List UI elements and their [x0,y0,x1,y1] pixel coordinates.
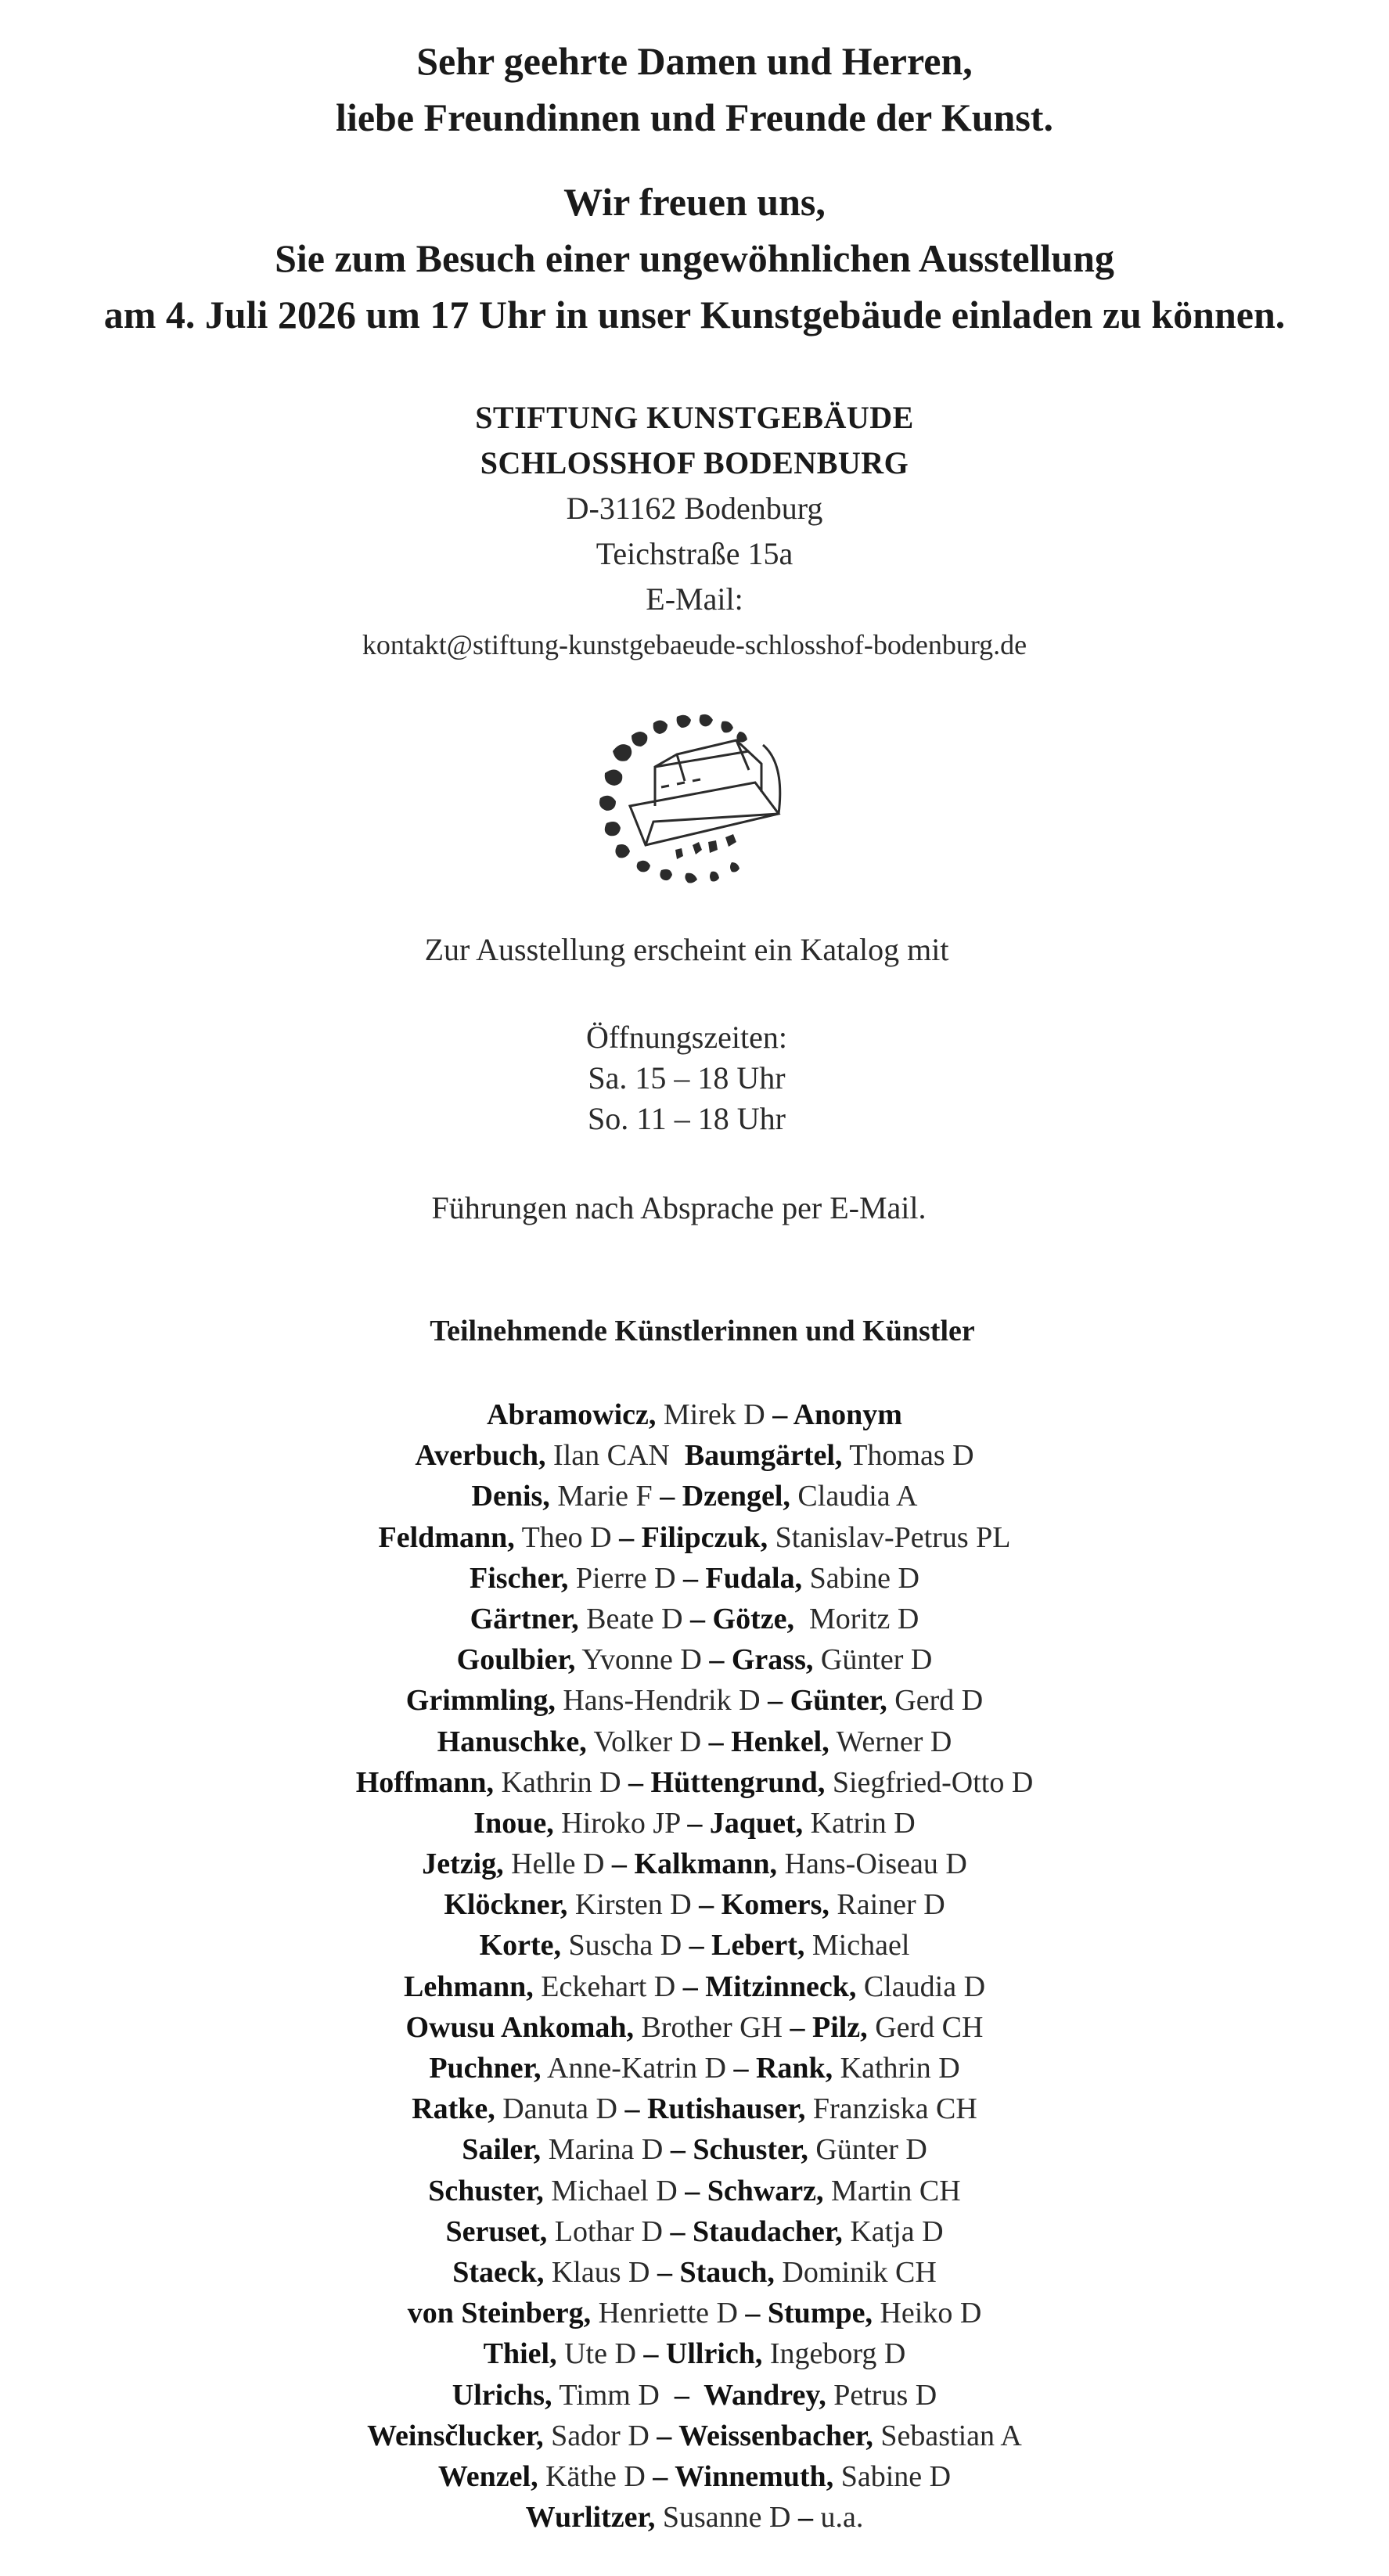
artist-detail: Käthe D [538,2459,653,2493]
artist-detail: Gerd CH [867,2010,984,2044]
artist-detail: Hans-Oiseau D [777,1847,967,1881]
artist-list-item [0,2048,1389,2089]
artist-surname: – Jaquet, [687,1806,804,1840]
artist-surname: – Wandrey, [674,2378,826,2412]
artist-surname: Wenzel, [437,2459,538,2493]
artist-detail: Katrin D [803,1806,916,1840]
artist-surname: Staeck, [452,2255,545,2289]
artist-surname: – Günter, [768,1684,887,1718]
artist-detail: Mirek D [656,1398,773,1431]
artist-list-item [0,2171,1389,2211]
artist-surname: – Stumpe, [745,2297,873,2330]
artist-detail: Gerd D [887,1684,984,1718]
artist-surname: – Henkel, [708,1725,829,1758]
artist-detail: Beate D [578,1602,691,1635]
org-name-line: SCHLOSSHOF BODENBURG [480,445,909,480]
artist-surname: – Pilz, [790,2010,868,2044]
artist-detail: Kirsten D [567,1888,700,1922]
artist-surname: – Dzengel, [660,1480,790,1513]
artist-detail: Werner D [829,1725,952,1758]
artist-surname: Thiel, [483,2337,557,2371]
artist-surname: Hoffmann, [355,1765,495,1799]
artist-surname: – Rutishauser, [624,2092,806,2126]
address-street: Teichstraße 15a [596,536,793,571]
artist-detail: Sador D [543,2419,657,2452]
artist-detail: Claudia A [790,1480,918,1513]
artist-list-item [0,2211,1389,2252]
opening-hours-label: Öffnungszeiten: [586,1020,787,1055]
artist-list-item [0,2089,1389,2129]
artist-detail: Thomas D [842,1439,974,1473]
artist-list-item [0,1803,1389,1844]
artist-surname: Seruset, [445,2214,548,2248]
artist-surname: Sailer, [462,2133,542,2167]
artist-surname: – Staudacher, [670,2214,843,2248]
artist-detail: Moritz D [794,1602,919,1635]
opening-hours [0,1017,1381,1139]
artist-detail: Petrus D [826,2378,937,2412]
invitation-line: am 4. Juli 2026 um 17 Uhr in unser Kunstgebäude einladen zu können. [103,293,1286,336]
artist-detail: Rainer D [829,1888,945,1922]
artist-detail: Franziska CH [805,2092,977,2126]
artist-surname: Ratke, [412,2092,495,2126]
artist-surname: – Fudala, [683,1561,803,1595]
artist-surname: – Komers, [699,1888,829,1922]
artist-detail: Henriette D [591,2297,746,2330]
artists-list [0,1394,1389,2538]
artist-surname: Feldmann, [378,1520,515,1554]
artist-detail: Brother GH [634,2010,790,2044]
artist-surname: – [797,2501,813,2535]
artist-detail: Claudia D [856,1970,986,2003]
artist-detail: Günter D [813,1643,933,1677]
artist-surname: Goulbier, [456,1643,576,1677]
artist-list-item [0,1762,1389,1803]
artist-surname: – Mitzinneck, [682,1970,857,2003]
artist-detail: Danuta D [495,2092,625,2126]
artist-surname: – Rank, [733,2052,833,2085]
artist-detail: Ute D [556,2337,644,2371]
address-block [0,395,1389,667]
artist-detail: Lothar D [547,2214,671,2248]
artist-list-item [0,1476,1389,1516]
artist-surname: Abramowicz, [487,1398,657,1431]
artist-list-item [0,1599,1389,1639]
artist-detail: Sebastian A [873,2419,1022,2452]
artist-detail: Yvonne D [575,1643,710,1677]
artist-surname: – Götze, [690,1602,794,1635]
artist-list-item [0,1394,1389,1435]
artist-detail: Suscha D [561,1929,689,1963]
artist-list-item [0,1680,1389,1721]
artist-detail: Hans-Hendrik D [555,1684,768,1718]
artist-surname: – Ullrich, [643,2337,763,2371]
email-address[interactable]: kontakt@stiftung-kunstgebaeude-schlosshof-bodenburg.de [362,629,1027,660]
artist-list-item [0,2456,1389,2497]
artist-surname: – Kalkmann, [611,1847,778,1881]
artist-detail: Klaus D [544,2255,657,2289]
artist-list-item [0,1925,1389,1966]
artist-surname: Puchner, [429,2052,542,2085]
artist-surname: – Lebert, [689,1929,805,1963]
opening-hours-sunday: So. 11 – 18 Uhr [588,1101,786,1136]
artist-surname: Hanuschke, [437,1725,587,1758]
artist-detail: Marie F [549,1480,660,1513]
artist-surname: – Anonym [772,1398,902,1431]
artist-surname: – Filipczuk, [619,1520,768,1554]
artist-list-item [0,2497,1389,2538]
artist-detail: Sabine D [802,1561,919,1595]
opening-hours-saturday: Sa. 15 – 18 Uhr [588,1060,786,1096]
tours-note: Führungen nach Absprache per E-Mail. [431,1190,927,1225]
artist-surname: Baumgärtel, [684,1439,843,1473]
artist-detail: Ilan CAN [545,1439,685,1473]
artist-detail: Eckehart D [533,1970,683,2003]
catalog-note: Zur Ausstellung erscheint ein Katalog mit [424,932,949,967]
artist-list-item [0,2129,1389,2170]
artist-surname: – Winnemuth, [653,2459,834,2493]
artist-list-item [0,1517,1389,1558]
artist-surname: Klöckner, [444,1888,568,1922]
artist-list-item [0,1844,1389,1884]
address-city: D-31162 Bodenburg [566,491,823,526]
artist-surname: Wurlitzer, [525,2501,656,2535]
artist-detail: Heiko D [872,2297,982,2330]
artist-surname: Fischer, [470,1561,569,1595]
artist-detail: Kathrin D [833,2052,960,2085]
artist-surname: Korte, [479,1929,562,1963]
artist-detail: Ingeborg D [762,2337,906,2371]
artist-detail: Michael [804,1929,910,1963]
artist-list-item [0,1884,1389,1925]
salutation-line: liebe Freundinnen und Freunde der Kunst. [336,95,1053,139]
artist-surname: Ulrichs, [452,2378,552,2412]
artist-detail: Siegfried-Otto D [825,1765,1034,1799]
artist-detail: Michael D [543,2174,686,2207]
artist-surname: – Hüttengrund, [628,1765,826,1799]
artist-list-item [0,1639,1389,1680]
artist-detail: Marina D [541,2133,671,2167]
artist-list-item [0,1722,1389,1762]
artist-surname: Inoue, [473,1806,554,1840]
invitation-line: Wir freuen uns, [563,180,826,224]
artist-surname: – Schuster, [670,2133,808,2167]
artist-list-item [0,2293,1389,2333]
artist-detail: Volker D [586,1725,709,1758]
invitation-block [0,174,1389,343]
artist-surname: – Weissenbacher, [657,2419,873,2452]
artist-detail: Stanislav-Petrus PL [768,1520,1011,1554]
artist-list-item [0,1966,1389,2007]
artist-surname: Denis, [471,1480,550,1513]
artist-detail: Susanne D [655,2501,798,2535]
artist-list-item [0,1435,1389,1476]
artist-surname: Schuster, [428,2174,544,2207]
artist-detail: u.a. [812,2501,864,2535]
artist-surname: Grimmling, [405,1684,556,1718]
artist-detail: Pierre D [568,1561,684,1595]
artist-surname: – Stauch, [657,2255,775,2289]
artist-detail: Katja D [842,2214,944,2248]
artists-heading: Teilnehmende Künstlerinnen und Künstler [430,1315,975,1347]
artist-detail: Theo D [514,1520,620,1554]
artist-surname: – Grass, [709,1643,814,1677]
artist-surname: Lehmann, [403,1970,534,2003]
artist-detail: Günter D [808,2133,927,2167]
artist-detail: Kathrin D [494,1765,629,1799]
artist-detail: Sabine D [833,2459,952,2493]
artist-surname: Weinsčlucker, [367,2419,544,2452]
artist-list-item [0,2375,1389,2416]
artist-list-item [0,2252,1389,2293]
artist-detail: Anne-Katrin D [541,2052,734,2085]
artist-list-item [0,2007,1389,2048]
artist-detail: Dominik CH [774,2255,937,2289]
artist-detail: Helle D [503,1847,612,1881]
artist-surname: – Schwarz, [685,2174,824,2207]
artist-surname: Owusu Ankomah, [405,2010,635,2044]
salutation-line: Sehr geehrte Damen und Herren, [416,39,973,83]
artist-surname: von Steinberg, [407,2297,592,2330]
artist-surname: Jetzig, [422,1847,504,1881]
email-label: E-Mail: [646,581,743,617]
ark-boat-logo-icon [583,689,810,892]
artist-list-item [0,1558,1389,1599]
org-name-line: STIFTUNG KUNSTGEBÄUDE [475,400,914,435]
invitation-line: Sie zum Besuch einer ungewöhnlichen Ausstellung [275,236,1114,280]
artist-surname: Gärtner, [470,1602,579,1635]
artist-surname: Averbuch, [415,1439,546,1473]
artist-detail: Timm D [552,2378,675,2412]
artist-detail: Hiroko JP [553,1806,688,1840]
artist-detail: Martin CH [823,2174,961,2207]
salutation-block [0,33,1389,146]
artist-list-item [0,2333,1389,2374]
artist-list-item [0,2416,1389,2456]
